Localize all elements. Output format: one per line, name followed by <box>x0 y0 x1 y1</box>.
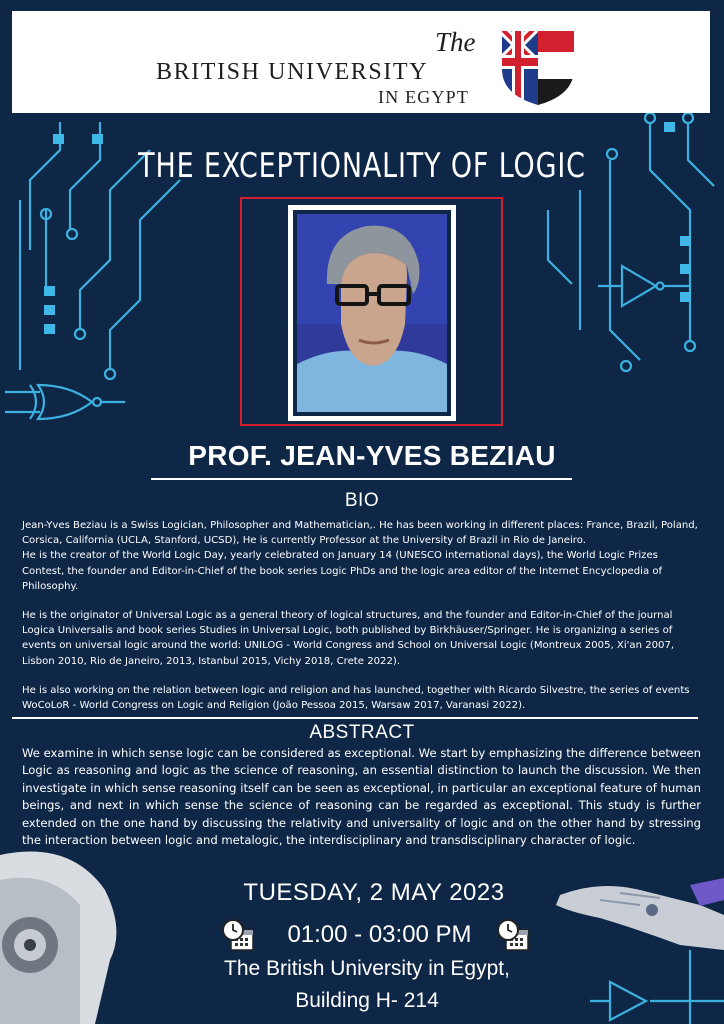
bio-paragraph: He is also working on the relation between logic and religion and has launched, together with Ricardo Silvestre, the series of events WoCoLoR - World Congress on Logic and Religion (João Pessoa 2015, Warsaw 2017, Varanasi 2022). <box>22 684 690 712</box>
event-time-row <box>218 917 538 957</box>
speaker-underline <box>151 478 572 480</box>
venue-line-2: Building H- 214 <box>295 989 439 1012</box>
bio-heading: BIO <box>344 490 380 511</box>
event-time: 01:00 - 03:00 PM <box>287 921 472 948</box>
event-title: THE EXCEPTIONALITY OF LOGIC <box>138 146 586 186</box>
clock-calendar-icon <box>221 918 255 952</box>
speaker-photo-frame <box>240 197 503 426</box>
event-date: TUESDAY, 2 MAY 2023 <box>243 879 505 906</box>
bio-paragraph: Jean-Yves Beziau is a Swiss Logician, Philosopher and Mathematician,. He has been working in different places: France, Brazil, Poland, Corsica, California (UCLA, Stanford, UCSD), He is currently Professor at the University of Brazil in Rio de Janeiro. <box>22 520 698 547</box>
section-divider <box>12 717 698 719</box>
clock-calendar-icon <box>496 918 530 952</box>
header-banner <box>12 11 710 113</box>
abstract-text: We examine in which sense logic can be considered as exceptional. We start by emphasizing the difference between Logic as reasoning and logic as the science of reasoning, an essential distinction to launch the discussion. We then investigate in which sense reasoning itself can be seen as exceptional, in particular an exceptional feature of human beings, and next in which sense the science of reasoning can be regarded as exceptional. This study is further extended on the one hand by discussing the relativity and universality of logic and on the other hand by stressing the interaction between logic and metalogic, the interdisciplinary and transdisciplinary character of logic. <box>22 746 701 848</box>
bio-paragraph: He is the originator of Universal Logic as a general theory of logical structures, and the founder and Editor-in-Chief of the journal Logica Universalis and book series Studies in Universal Logic, both published by Birkhäuser/Springer. He is organizing a series of events on universal logic around the world: UNILOG - World Congress and School on Universal Logic (Montreux 2005, Xi'an 2007, Lisbon 2010, Rio de Janeiro, 2013, Istanbul 2015, Vichy 2018, Crete 2022). <box>22 610 675 667</box>
logo-name-text: BRITISH UNIVERSITY <box>156 59 429 85</box>
flag-shield-icon <box>498 25 578 107</box>
venue-line-1: The British University in Egypt, <box>224 957 510 980</box>
logo-the-text: The <box>435 27 476 57</box>
logo-sub-text: IN EGYPT <box>378 87 470 107</box>
speaker-name: PROF. JEAN-YVES BEZIAU <box>188 440 556 471</box>
bio-text <box>22 518 702 727</box>
speaker-photo <box>297 214 447 412</box>
abstract-heading: ABSTRACT <box>309 722 415 743</box>
bio-paragraph: He is the creator of the World Logic Day, yearly celebrated on January 14 (UNESCO international days), the World Logic Prizes Contest, the founder and Editor-in-Chief of the book series Logic PhDs and the logic area editor of the Internet Encyclopedia of Philosophy. <box>22 550 663 592</box>
university-logo <box>152 25 592 105</box>
